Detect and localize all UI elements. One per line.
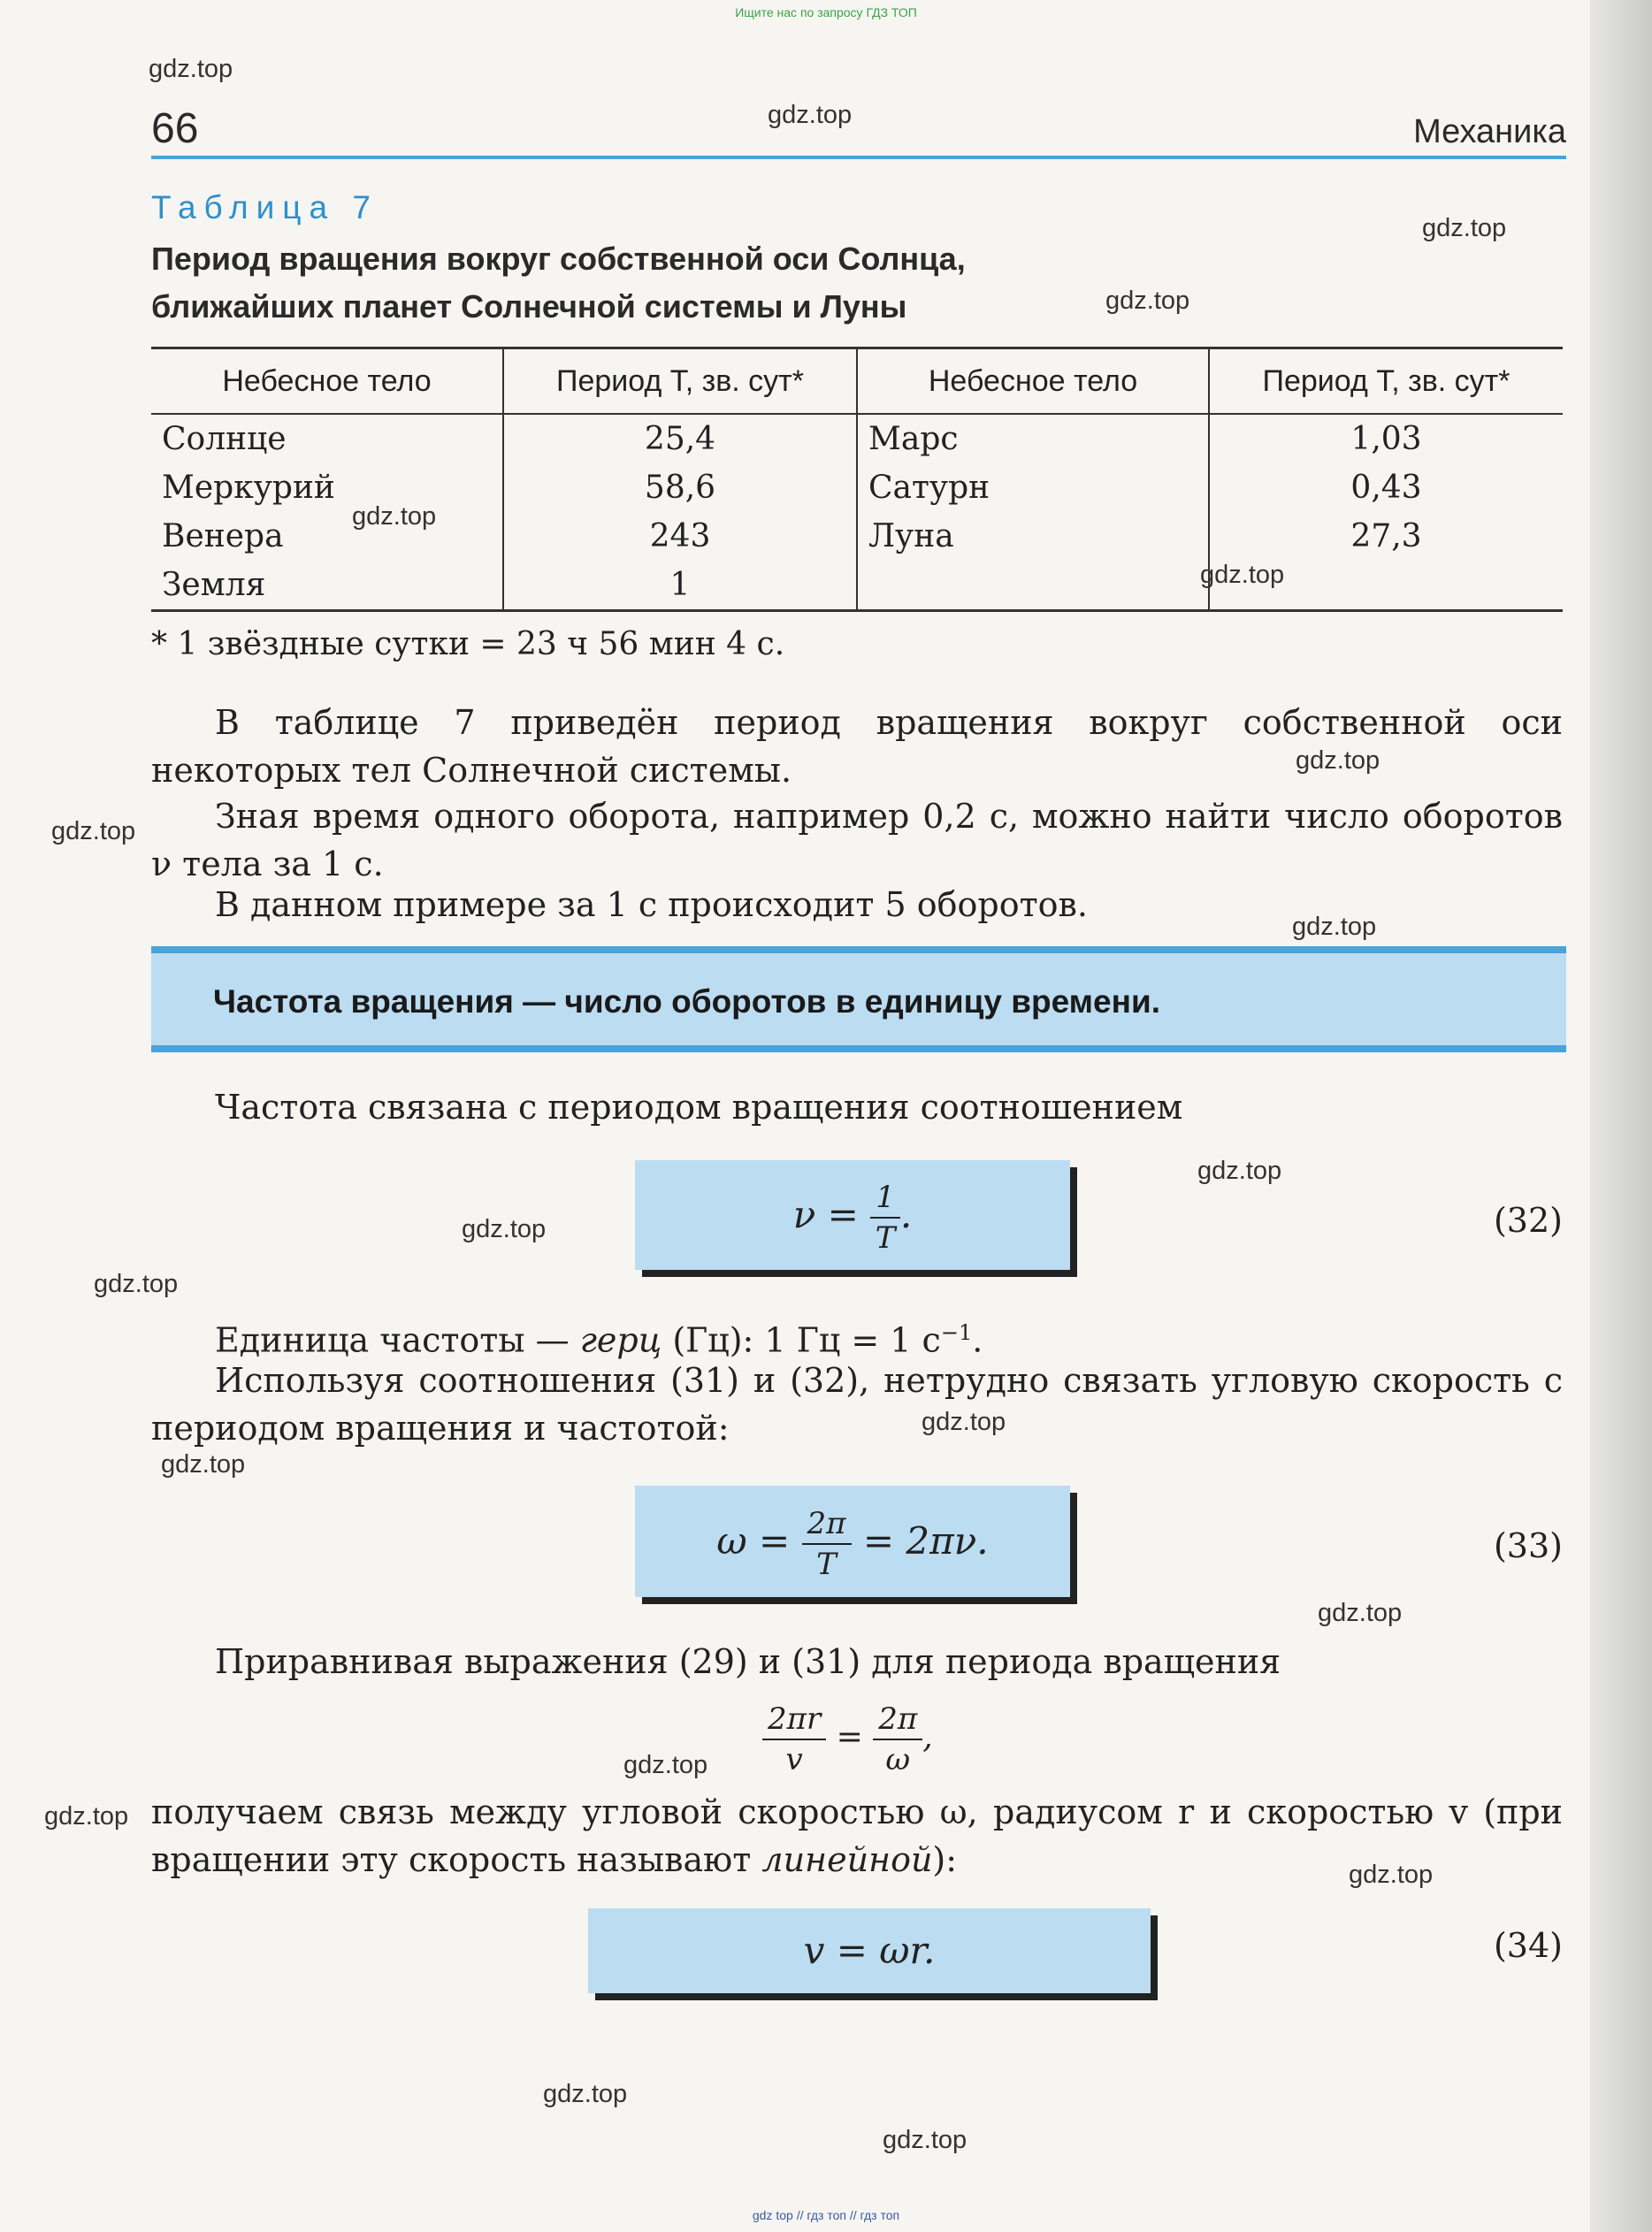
paragraph: Зная время одного оборота, например 0,2 с, можно найти число оборотов ν тела за 1 с. bbox=[151, 797, 1563, 883]
page-number: 66 bbox=[151, 105, 199, 152]
period-value: 0,43 bbox=[1209, 463, 1563, 512]
col-header: Период T, зв. сут* bbox=[503, 348, 857, 415]
body-name bbox=[857, 561, 1209, 611]
body-name: Земля bbox=[151, 561, 503, 611]
section-title: Механика bbox=[1413, 113, 1566, 150]
watermark: gdz.top bbox=[1105, 287, 1190, 315]
formula-34-box: v = ωr. bbox=[588, 1908, 1151, 1993]
period-equality: $\frac{2\pi r}{v}$ = $\frac{2\pi}{\omega}$ , bbox=[762, 1700, 933, 1779]
body-name: Марс bbox=[857, 414, 1209, 463]
watermark: gdz.top bbox=[1422, 214, 1507, 242]
table-title: Период вращения вокруг собственной оси Солнца, ближайших планет Солнечной системы и Луны bbox=[151, 241, 966, 325]
paragraph: Единица частоты — герц (Гц): 1 Гц = 1 $с^{-1}$. bbox=[215, 1320, 983, 1360]
body-name: Луна bbox=[857, 512, 1209, 561]
fraction: $\frac{1}{T}$ bbox=[870, 1178, 900, 1257]
body-name: Сатурн bbox=[857, 463, 1209, 512]
period-value: 243 bbox=[503, 512, 857, 561]
watermark: gdz.top bbox=[462, 1215, 547, 1243]
period-value: 1,03 bbox=[1209, 414, 1563, 463]
period-value: 1 bbox=[503, 561, 857, 611]
body-name: Меркурий bbox=[162, 470, 335, 506]
watermark: gdz.top bbox=[352, 502, 437, 531]
watermark: gdz.top bbox=[1197, 1157, 1282, 1185]
fraction: $\frac{2\pi}{T}$ bbox=[802, 1504, 852, 1584]
paragraph: Приравнивая выражения (29) и (31) для периода вращения bbox=[215, 1642, 1281, 1681]
paragraph: Используя соотношения (31) и (32), нетрудно связать угловую скорость с периодом вращения и частотой: bbox=[151, 1361, 1563, 1448]
page-edge-shadow bbox=[1590, 0, 1652, 2232]
table-header-row bbox=[151, 348, 1563, 415]
paragraph: Частота связана с периодом вращения соотношением bbox=[215, 1088, 1183, 1127]
table-caption: Таблица 7 bbox=[151, 189, 379, 225]
top-note: Ищите нас по запросу ГДЗ ТОП bbox=[735, 5, 917, 19]
paragraph: получаем связь между угловой скоростью ω, радиусом r и скоростью v (при вращении эту скорость называют линейной): bbox=[151, 1792, 1563, 1879]
paragraph: В таблице 7 приведён период вращения вокруг собственной оси некоторых тел Солнечной системы. bbox=[151, 703, 1563, 790]
watermark: gdz.top bbox=[1292, 913, 1377, 941]
watermark: gdz.top bbox=[543, 2080, 628, 2108]
equation-number: (32) bbox=[1493, 1201, 1563, 1240]
col-header: Период T, зв. сут* bbox=[1209, 348, 1563, 415]
definition-text: Частота вращения — число оборотов в единицу времени. bbox=[213, 983, 1160, 1020]
bottom-note: gdz top // гдз топ // гдз топ bbox=[752, 2208, 900, 2222]
definition-band bbox=[151, 946, 1566, 1052]
equation-number: (33) bbox=[1493, 1526, 1563, 1565]
watermark: gdz.top bbox=[44, 1802, 129, 1831]
table-row bbox=[151, 561, 1563, 611]
watermark: gdz.top bbox=[1318, 1599, 1403, 1627]
header-rule bbox=[151, 156, 1566, 159]
watermark: gdz.top bbox=[623, 1751, 708, 1779]
table-row bbox=[151, 414, 1563, 463]
watermark: gdz.top bbox=[149, 55, 233, 83]
period-value: 25,4 bbox=[503, 414, 857, 463]
paragraph: В данном примере за 1 с происходит 5 оборотов. bbox=[215, 885, 1088, 924]
table-footnote: * 1 звёздные сутки = 23 ч 56 мин 4 с. bbox=[151, 626, 785, 662]
watermark: gdz.top bbox=[161, 1450, 246, 1479]
formula-32-box: ν = $\frac{1}{T}$ . bbox=[635, 1160, 1070, 1270]
watermark: gdz.top bbox=[1349, 1861, 1434, 1889]
rotation-period-table bbox=[151, 347, 1563, 612]
watermark: gdz.top bbox=[922, 1408, 1006, 1436]
period-value: 27,3 bbox=[1209, 512, 1563, 561]
body-name: Солнце bbox=[162, 421, 287, 457]
body-name: Венера bbox=[162, 518, 284, 554]
fraction: $\frac{2\pi r}{v}$ bbox=[762, 1700, 826, 1779]
watermark: gdz.top bbox=[1296, 746, 1380, 775]
col-header: Небесное тело bbox=[151, 348, 503, 415]
watermark: gdz.top bbox=[1200, 561, 1285, 589]
watermark: gdz.top bbox=[883, 2126, 967, 2154]
period-value: 58,6 bbox=[503, 463, 857, 512]
equation-number: (34) bbox=[1493, 1926, 1563, 1965]
watermark: gdz.top bbox=[94, 1270, 179, 1298]
formula-33-box: ω = $\frac{2\pi}{T}$ = 2πν. bbox=[635, 1486, 1070, 1597]
fraction: $\frac{2\pi}{\omega}$ bbox=[873, 1700, 922, 1779]
col-header: Небесное тело bbox=[857, 348, 1209, 415]
watermark: gdz.top bbox=[51, 817, 136, 845]
watermark: gdz.top bbox=[768, 101, 853, 129]
